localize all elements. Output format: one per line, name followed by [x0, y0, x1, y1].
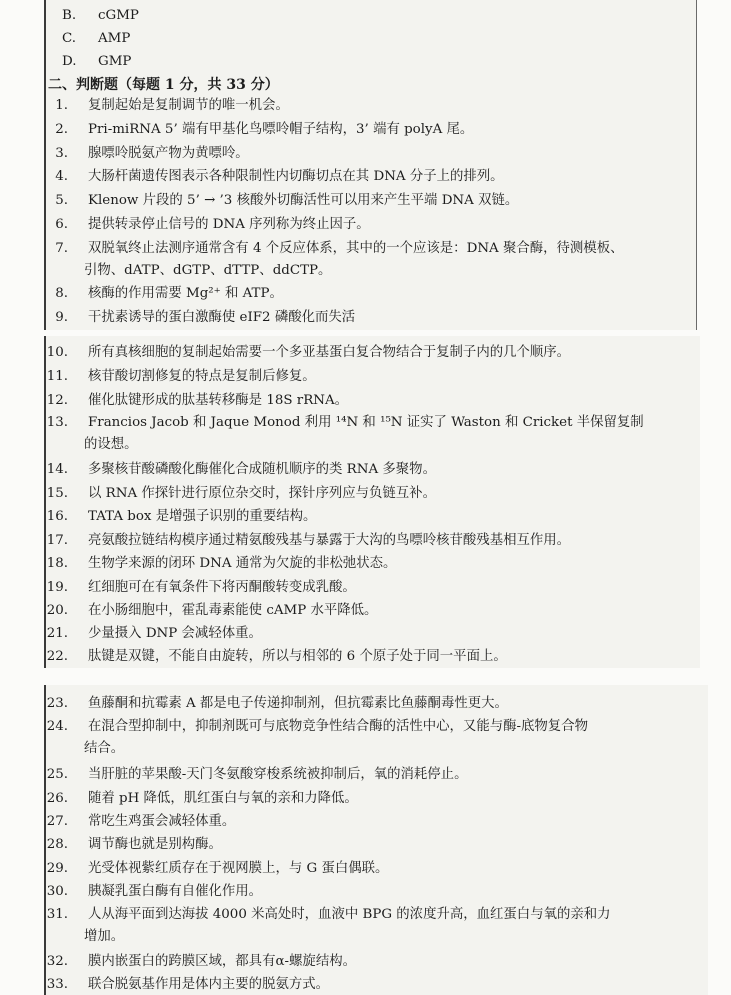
question-text: 鱼藤酮和抗霉素 A 都是电子传递抑制剂，但抗霉素比鱼藤酮毒性更大。 [88, 696, 508, 711]
question-number: 10. [46, 345, 68, 360]
question-number: 17. [46, 533, 68, 548]
question-number: 14. [46, 462, 68, 477]
question-text: 核酶的作用需要 Mg²⁺ 和 ATP。 [88, 286, 283, 301]
question-text: 所有真核细胞的复制起始需要一个多亚基蛋白复合物结合于复制子内的几个顺序。 [88, 345, 571, 360]
question-text: 少量摄入 DNP 会减轻体重。 [88, 626, 262, 641]
question-text: 亮氨酸拉链结构模序通过精氨酸残基与暴露于大沟的鸟嘌呤核苷酸残基相互作用。 [88, 533, 571, 548]
question-text: 在小肠细胞中，霍乱毒素能使 cAMP 水平降低。 [88, 603, 378, 618]
question-number: 4. [55, 169, 68, 184]
question-text: Klenow 片段的 5’ → ’3 核酸外切酶活性可以用来产生平端 DNA 双链。 [88, 193, 519, 208]
question-text: 干扰素诱导的蛋白激酶使 eIF2 磷酸化而失活 [88, 310, 356, 325]
question-text: 以 RNA 作探针进行原位杂交时，探针序列应与负链互补。 [88, 486, 436, 501]
question-number: 33. [46, 977, 68, 992]
question-number: 15. [46, 486, 68, 501]
question-number: 7. [55, 241, 68, 256]
question-text: 常吃生鸡蛋会减轻体重。 [88, 814, 236, 829]
question-text: 当肝脏的苹果酸-天门冬氨酸穿梭系统被抑制后，氧的消耗停止。 [88, 767, 468, 782]
question-number: 5. [55, 193, 68, 208]
question-number: 12. [46, 393, 68, 408]
question-text: Pri-miRNA 5’ 端有甲基化鸟嘌呤帽子结构，3’ 端有 polyA 尾。 [88, 122, 474, 137]
question-number: 30. [46, 884, 68, 899]
question-text: 腺嘌呤脱氨产物为黄嘌呤。 [88, 146, 249, 161]
page-strip-1 [44, 0, 697, 330]
question-number: 32. [46, 954, 68, 969]
question-text: 结合。 [84, 741, 125, 756]
question-text: 大肠杆菌遗传图表示各种限制性内切酶切点在其 DNA 分子上的排列。 [88, 169, 504, 184]
question-number: 18. [46, 556, 68, 571]
question-text: 膜内嵌蛋白的跨膜区域，都具有α-螺旋结构。 [88, 954, 356, 969]
question-number: 22. [46, 649, 68, 664]
question-text: 红细胞可在有氧条件下将丙酮酸转变成乳酸。 [88, 580, 356, 595]
question-text: 的设想。 [84, 437, 138, 452]
question-text: 肽键是双键，不能自由旋转，所以与相邻的 6 个原子处于同一平面上。 [88, 649, 507, 664]
question-text: 随着 pH 降低，肌红蛋白与氧的亲和力降低。 [88, 791, 358, 806]
question-number: 9. [55, 310, 68, 325]
question-number: 20. [46, 603, 68, 618]
question-number: 16. [46, 509, 68, 524]
question-number: 25. [46, 767, 68, 782]
question-text: Francios Jacob 和 Jaque Monod 利用 ¹⁴N 和 ¹⁵N 证实了 Waston 和 Cricket 半保留复制 [88, 415, 644, 430]
question-text: 人从海平面到达海拔 4000 米高处时，血液中 BPG 的浓度升高，血红蛋白与氧的亲和力 [88, 907, 611, 922]
question-text: 双脱氧终止法测序通常含有 4 个反应体系，其中的一个应该是：DNA 聚合酶，待测模板、 [88, 241, 624, 256]
question-number: 23. [46, 696, 68, 711]
question-text: 联合脱氨基作用是体内主要的脱氨方式。 [88, 977, 330, 992]
question-text: 生物学来源的闭环 DNA 通常为欠旋的非松弛状态。 [88, 556, 397, 571]
question-number: 28. [46, 837, 68, 852]
question-text: 复制起始是复制调节的唯一机会。 [88, 98, 289, 113]
question-text: 催化肽键形成的肽基转移酶是 18S rRNA。 [88, 393, 349, 408]
question-number: 26. [46, 791, 68, 806]
question-number: 19. [46, 580, 68, 595]
question-number: 1. [55, 98, 68, 113]
question-number: 21. [46, 626, 68, 641]
exam-page: B. cGMP C. AMP D. GMP 二、判断题（每题 1 分，共 33 分） 1. 复制起始是复制调节的唯一机会。 2. Pri-miRNA 5’ 端有甲基化鸟嘌呤帽子结构，3’ 端有 polyA 尾。 3. 腺嘌呤脱氨产物为黄嘌呤。 4. 大肠杆菌遗传图表示各种限制性内切酶切点在其 DNA 分子上的排列。 5. Klenow 片段的 5’ → ’3 核酸外切酶活性可以用来产生平端 DNA 双链。 6. 提供转录停止信号的 DNA 序列称为终止因子。 7. 双脱氧终止法测序通常含有 4 个反应体系，其中的一个应该是：DNA 聚合酶，待测模板、 引物、dATP、dGTP、dTTP、ddCTP。 8. 核酶的作用需要 Mg²⁺ 和 ATP。 9. 干扰素诱导的蛋白激酶使 eIF2 磷酸化而失活 10. 所有真核细胞的复制起始需要一个多亚基蛋白复合物结合于复制子内的几个顺序。 11. 核苷酸切割修复的特点是复制后修复。 12. 催化肽键形成的肽基转移酶是 18S rRNA。 13. Francios Jacob 和 Jaque Monod 利用 ¹⁴N 和 ¹⁵N 证实了 Waston 和 Cricket 半保留复制 的设想。 14. 多聚核苷酸磷酸化酶催化合成随机顺序的类 RNA 多聚物。 15. 以 RNA 作探针进行原位杂交时，探针序列应与负链互补。 16. TATA box 是增强子识别的重要结构。 17. 亮氨酸拉链结构模序通过精氨酸残基与暴露于大沟的鸟嘌呤核苷酸残基相互作用。 18. 生物学来源的闭环 DNA 通常为欠旋的非松弛状态。 19. 红细胞可在有氧条件下将丙酮酸转变成乳酸。 20. 在小肠细胞中，霍乱毒素能使 cAMP 水平降低。 21. 少量摄入 DNP 会减轻体重。 22. 肽键是双键，不能自由旋转，所以与相邻的 6 个原子处于同一平面上。 23. 鱼藤酮和抗霉素 A 都是电子传递抑制剂，但抗霉素比鱼藤酮毒性更大。 24. 在混合型抑制中，抑制剂既可与底物竞争性结合酶的活性中心，又能与酶-底物复合物 结合。 25. 当肝脏的苹果酸-天门冬氨酸穿梭系统被抑制后，氧的消耗停止。 26. 随着 pH 降低，肌红蛋白与氧的亲和力降低。 27. 常吃生鸡蛋会减轻体重。 28. 调节酶也就是别构酶。 29. 光受体视紫红质存在于视网膜上，与 G 蛋白偶联。 30. 胰凝乳蛋白酶有自催化作用。 31. 人从海平面到达海拔 4000 米高处时，血液中 BPG 的浓度升高，血红蛋白与氧的亲和力 增加。 32. 膜内嵌蛋白的跨膜区域，都具有α-螺旋结构。 33. 联合脱氨基作用是体内主要的脱氨方式。 [0, 0, 731, 995]
question-text: 光受体视紫红质存在于视网膜上，与 G 蛋白偶联。 [88, 861, 389, 876]
section-title: 二、判断题（每题 1 分，共 33 分） [48, 77, 279, 93]
question-text: 增加。 [84, 929, 125, 944]
question-text: 引物、dATP、dGTP、dTTP、ddCTP。 [84, 263, 332, 278]
question-number: 31. [46, 907, 68, 922]
question-number: 2. [55, 122, 68, 137]
question-number: 13. [46, 415, 68, 430]
question-number: 24. [46, 719, 68, 734]
question-text: 胰凝乳蛋白酶有自催化作用。 [88, 884, 263, 899]
question-text: 多聚核苷酸磷酸化酶催化合成随机顺序的类 RNA 多聚物。 [88, 462, 436, 477]
question-text: 核苷酸切割修复的特点是复制后修复。 [88, 369, 316, 384]
question-text: 提供转录停止信号的 DNA 序列称为终止因子。 [88, 217, 370, 232]
question-number: 8. [55, 286, 68, 301]
question-number: 3. [55, 146, 68, 161]
question-number: 11. [46, 369, 68, 384]
question-text: 调节酶也就是别构酶。 [88, 837, 222, 852]
question-text: 在混合型抑制中，抑制剂既可与底物竞争性结合酶的活性中心，又能与酶-底物复合物 [88, 719, 588, 734]
question-number: 6. [55, 217, 68, 232]
question-number: 29. [46, 861, 68, 876]
question-number: 27. [46, 814, 68, 829]
question-text: TATA box 是增强子识别的重要结构。 [88, 509, 317, 524]
